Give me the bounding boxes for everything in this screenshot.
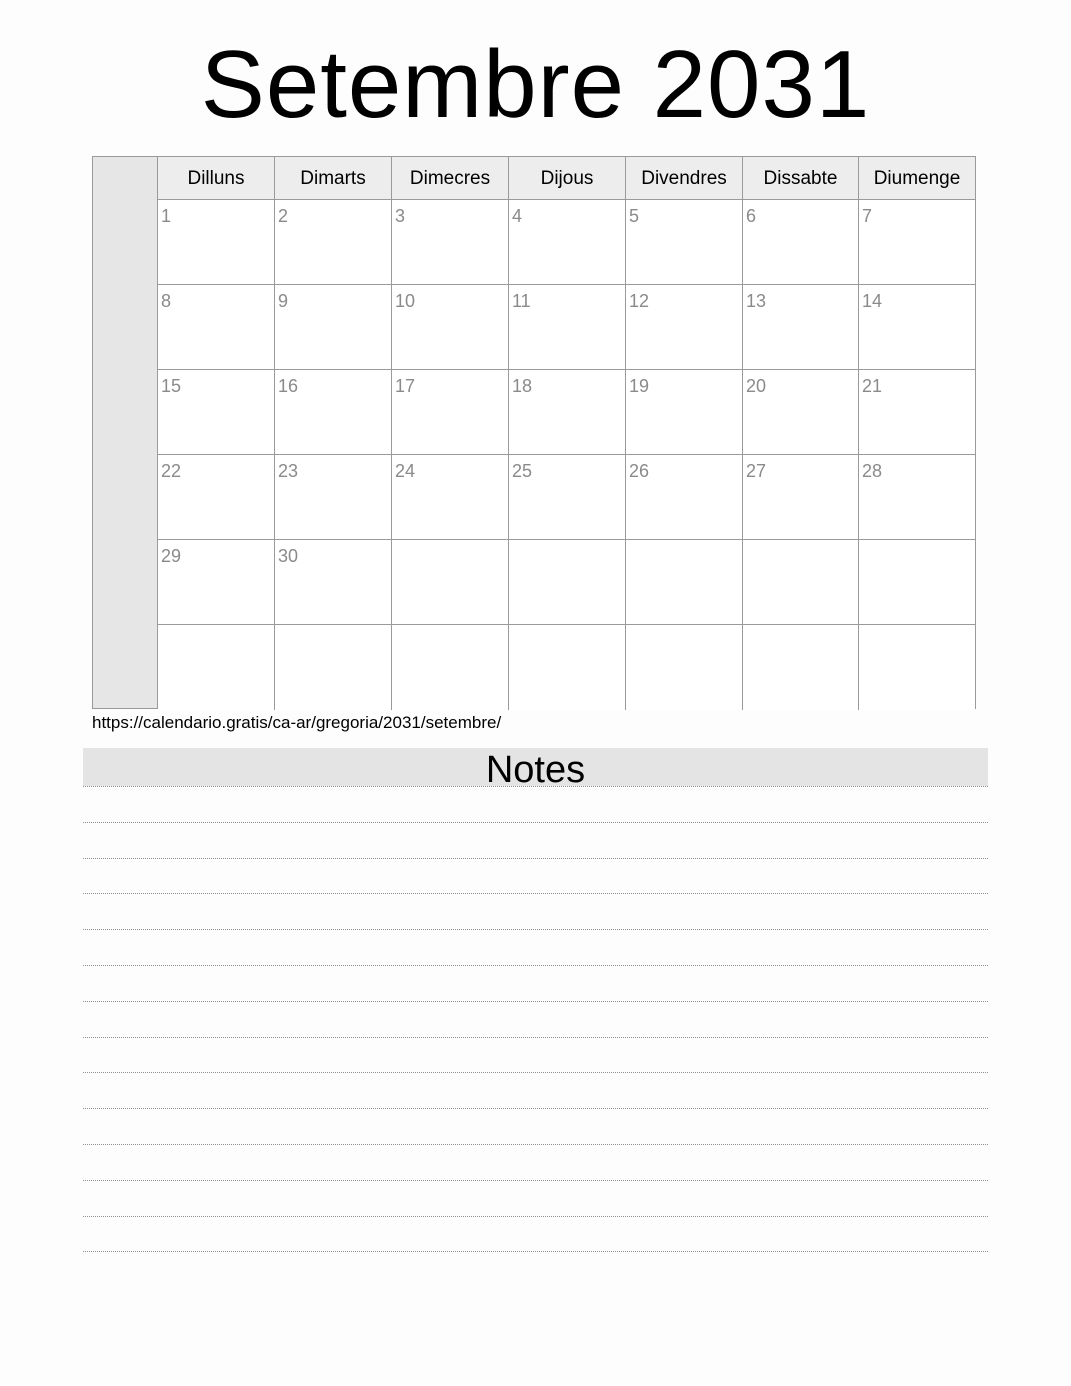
day-cell xyxy=(275,200,392,285)
day-cell xyxy=(859,625,975,710)
weekday-header: Diumenge xyxy=(859,157,975,200)
note-line xyxy=(83,893,988,929)
day-number: 30 xyxy=(278,546,299,566)
day-cell xyxy=(743,200,859,285)
day-cell xyxy=(626,455,743,540)
notes-lines xyxy=(83,786,988,1287)
day-cell xyxy=(275,285,392,370)
weekday-header: Dimecres xyxy=(392,157,509,200)
note-line xyxy=(83,1216,988,1252)
day-number: 20 xyxy=(746,376,767,396)
source-url: https://calendario.gratis/ca-ar/gregoria/2031/setembre/ xyxy=(92,713,502,732)
day-number: 25 xyxy=(512,461,533,481)
day-cell xyxy=(275,625,392,710)
day-cell xyxy=(859,285,975,370)
note-line xyxy=(83,858,988,894)
note-line xyxy=(83,1072,988,1108)
day-number: 24 xyxy=(395,461,416,481)
note-line xyxy=(83,965,988,1001)
day-number: 19 xyxy=(629,376,650,396)
day-cell xyxy=(743,285,859,370)
day-cell xyxy=(392,200,509,285)
weekday-header: Divendres xyxy=(626,157,743,200)
note-line xyxy=(83,1001,988,1037)
day-cell xyxy=(743,625,859,710)
day-number: 15 xyxy=(161,376,182,396)
day-number: 21 xyxy=(862,376,883,396)
day-cell xyxy=(509,455,626,540)
day-cell xyxy=(859,540,975,625)
day-number: 4 xyxy=(512,206,523,226)
day-cell xyxy=(392,625,509,710)
day-number: 14 xyxy=(862,291,883,311)
day-number: 12 xyxy=(629,291,650,311)
page-title: Setembre 2031 xyxy=(200,31,871,138)
day-cell xyxy=(626,200,743,285)
calendar-grid xyxy=(92,156,976,709)
day-number: 29 xyxy=(161,546,182,566)
week-number-column xyxy=(93,157,158,708)
day-cell xyxy=(158,625,275,710)
note-line xyxy=(83,1037,988,1073)
notes-heading: Notes xyxy=(83,748,988,786)
weekday-header: Dijous xyxy=(509,157,626,200)
day-cell xyxy=(626,370,743,455)
day-number: 28 xyxy=(862,461,883,481)
day-cell xyxy=(626,285,743,370)
day-cell xyxy=(392,455,509,540)
day-cell xyxy=(158,200,275,285)
day-cell xyxy=(392,285,509,370)
note-line xyxy=(83,1251,988,1287)
day-number: 8 xyxy=(161,291,172,311)
day-number: 2 xyxy=(278,206,289,226)
day-cell xyxy=(743,455,859,540)
day-cell xyxy=(509,540,626,625)
day-cell xyxy=(158,540,275,625)
day-number: 13 xyxy=(746,291,767,311)
day-number: 11 xyxy=(512,291,531,311)
day-cell xyxy=(859,455,975,540)
day-number: 1 xyxy=(161,206,172,226)
day-cell xyxy=(626,625,743,710)
day-number: 5 xyxy=(629,206,640,226)
day-number: 9 xyxy=(278,291,289,311)
day-number: 26 xyxy=(629,461,650,481)
day-cell xyxy=(392,370,509,455)
day-cell xyxy=(275,540,392,625)
weekday-header: Dilluns xyxy=(158,157,275,200)
day-number: 18 xyxy=(512,376,533,396)
day-number: 7 xyxy=(862,206,873,226)
day-cell xyxy=(509,625,626,710)
note-line xyxy=(83,1180,988,1216)
note-line xyxy=(83,786,988,822)
day-number: 17 xyxy=(395,376,416,396)
day-cell xyxy=(743,370,859,455)
day-number: 16 xyxy=(278,376,299,396)
note-line xyxy=(83,929,988,965)
day-number: 22 xyxy=(161,461,182,481)
note-line xyxy=(83,822,988,858)
note-line xyxy=(83,1144,988,1180)
day-cell xyxy=(158,370,275,455)
day-cell xyxy=(859,370,975,455)
day-number: 27 xyxy=(746,461,767,481)
day-cell xyxy=(392,540,509,625)
day-cell xyxy=(275,455,392,540)
day-cell xyxy=(743,540,859,625)
day-number: 10 xyxy=(395,291,416,311)
weekday-header: Dissabte xyxy=(743,157,859,200)
note-line xyxy=(83,1108,988,1144)
day-cell xyxy=(509,370,626,455)
day-cell xyxy=(626,540,743,625)
weekday-header: Dimarts xyxy=(275,157,392,200)
day-cell xyxy=(509,200,626,285)
day-number: 6 xyxy=(746,206,757,226)
day-cell xyxy=(275,370,392,455)
day-number: 3 xyxy=(395,206,406,226)
day-cell xyxy=(158,285,275,370)
day-number: 23 xyxy=(278,461,299,481)
day-cell xyxy=(859,200,975,285)
day-cell xyxy=(509,285,626,370)
day-cell xyxy=(158,455,275,540)
calendar-days xyxy=(158,157,975,708)
